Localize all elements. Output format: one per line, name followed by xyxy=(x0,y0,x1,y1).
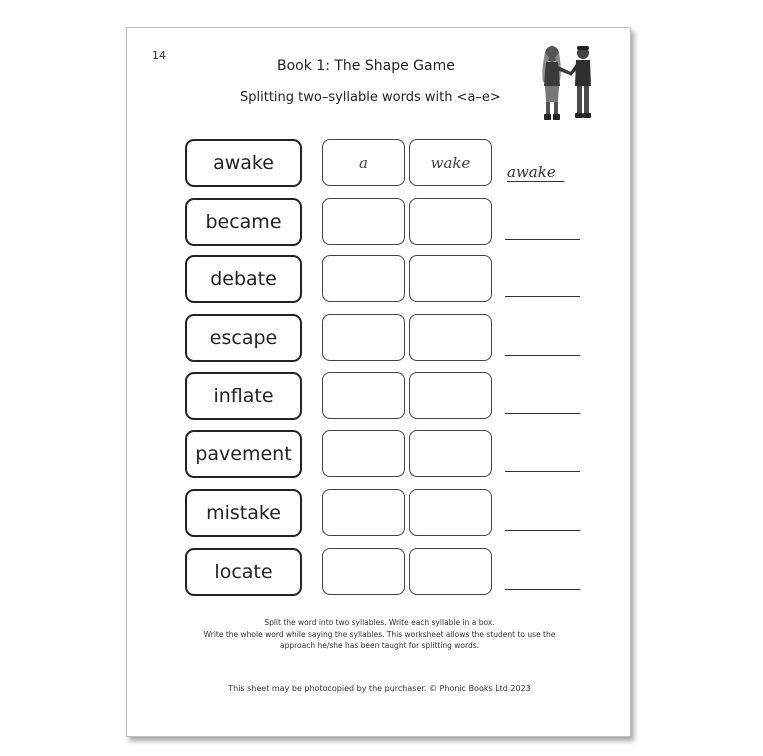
word-row xyxy=(185,198,605,248)
word-card: awake xyxy=(185,139,302,187)
page-title: Book 1: The Shape Game xyxy=(277,58,455,74)
instruction-line: Write the whole word while saying the syllables. This worksheet allows the student to use the xyxy=(203,629,556,639)
word-row xyxy=(185,314,605,364)
syllable-box-1[interactable] xyxy=(322,314,405,361)
word-row xyxy=(185,372,605,422)
syllable-box-1[interactable] xyxy=(322,372,405,419)
instruction-line: approach he/she has been taught for splitting words. xyxy=(279,641,480,650)
whole-word-line[interactable] xyxy=(505,296,580,297)
syllable-box-1[interactable] xyxy=(322,198,405,245)
page-number: 14 xyxy=(152,49,166,62)
syllable-box-2[interactable] xyxy=(409,489,492,536)
worksheet-page xyxy=(126,27,631,737)
word-card: debate xyxy=(185,255,302,303)
syllable-box-2[interactable]: wake xyxy=(409,139,492,186)
whole-word-line[interactable] xyxy=(505,239,580,240)
word-card: inflate xyxy=(185,372,302,420)
word-card: pavement xyxy=(185,430,302,478)
syllable-box-1[interactable] xyxy=(322,430,405,477)
word-card: locate xyxy=(185,548,302,596)
syllable-box-2[interactable] xyxy=(409,548,492,595)
word-row xyxy=(185,489,605,539)
whole-word-line[interactable] xyxy=(505,471,580,472)
word-row xyxy=(185,548,605,598)
syllable-box-1[interactable] xyxy=(322,548,405,595)
syllable-box-2[interactable] xyxy=(409,314,492,361)
word-row xyxy=(185,139,605,189)
word-row xyxy=(185,430,605,480)
syllable-box-1[interactable]: a xyxy=(322,139,405,186)
word-card: escape xyxy=(185,314,302,362)
instructions xyxy=(167,617,592,652)
syllable-box-1[interactable] xyxy=(322,255,405,302)
whole-word-line[interactable] xyxy=(505,355,580,356)
syllable-box-2[interactable] xyxy=(409,255,492,302)
word-row xyxy=(185,255,605,305)
instruction-line: Split the word into two syllables. Write each syllable in a box. xyxy=(264,618,495,627)
word-card: mistake xyxy=(185,489,302,537)
syllable-box-2[interactable] xyxy=(409,198,492,245)
whole-word-line[interactable] xyxy=(505,530,580,531)
two-characters-illustration xyxy=(525,42,605,124)
page-subtitle: Splitting two–syllable words with <a–e> xyxy=(240,90,501,105)
syllable-box-2[interactable] xyxy=(409,430,492,477)
whole-word-line[interactable]: awake xyxy=(507,163,564,182)
whole-word-line[interactable] xyxy=(505,589,580,590)
copyright-footer: This sheet may be photocopied by the purchaser. © Phonic Books Ltd 2023 xyxy=(228,684,531,693)
word-card: became xyxy=(185,198,302,246)
whole-word-line[interactable] xyxy=(505,413,580,414)
syllable-box-1[interactable] xyxy=(322,489,405,536)
syllable-box-2[interactable] xyxy=(409,372,492,419)
